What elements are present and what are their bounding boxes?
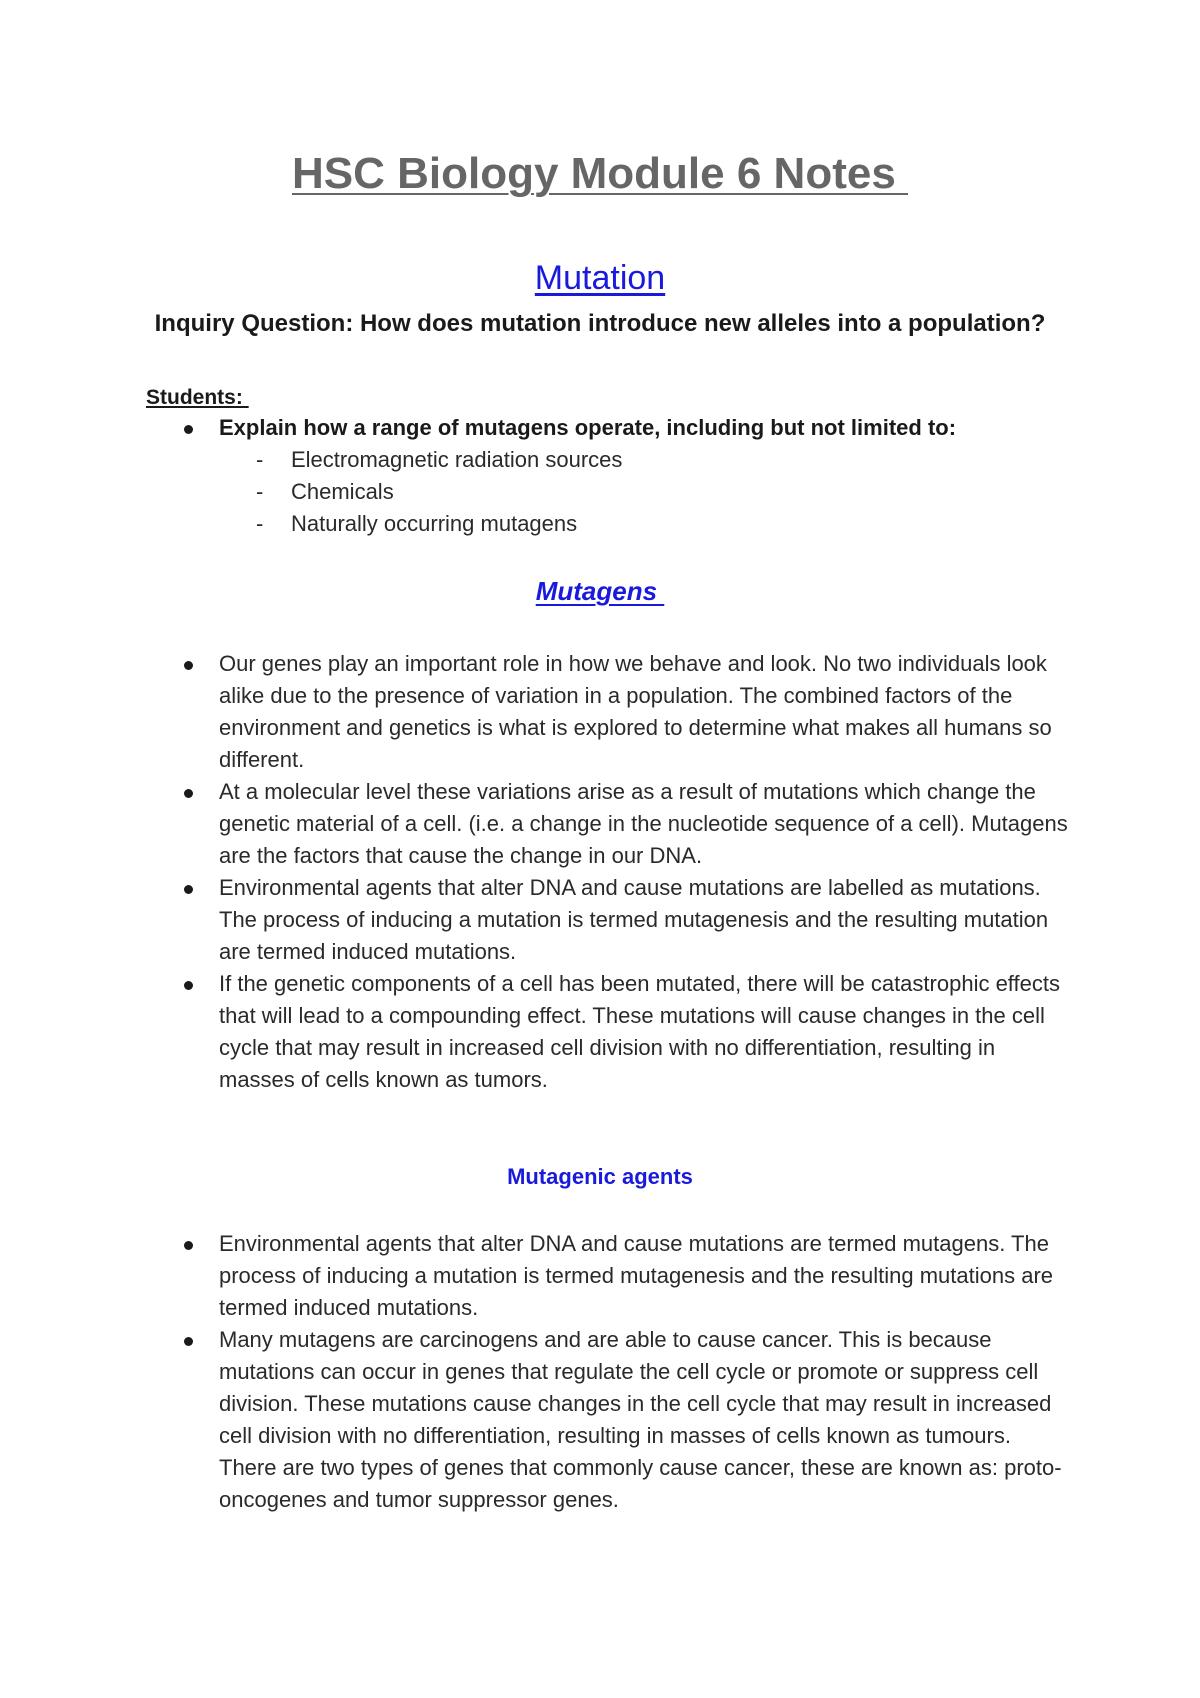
list-item: [0, 1324, 1200, 1516]
bullet-icon: [184, 981, 193, 990]
students-label: Students:: [146, 386, 249, 409]
mutagens-list: [0, 648, 1200, 1096]
section-heading-mutation: Mutation: [534, 259, 666, 297]
bullet-icon: [184, 789, 193, 798]
list-item: [0, 1228, 1200, 1324]
outcome-subitems: [0, 444, 1200, 540]
mutagenic-agents-list: [0, 1228, 1200, 1516]
paragraph-text: Environmental agents that alter DNA and cause mutations are termed mutagens. The process of inducing a mutation is termed mutagenesis and the resulting mutations are termed induced mutations.: [219, 1231, 1054, 1320]
list-item: [0, 776, 1200, 872]
paragraph-text: Many mutagens are carcinogens and are able to cause cancer. This is because mutations can occur in genes that regulate the cell cycle or promote or suppress cell division. These mutations cause changes in the cell cycle that may result in increased cell division with no differentiation, resulting in masses of cells known as tumours. There are two types of genes that commonly cause cancer, these are known as: proto-oncogenes and tumor suppressor genes.: [219, 1327, 1062, 1512]
paragraph-text: At a molecular level these variations arise as a result of mutations which change the genetic material of a cell. (i.e. a change in the nucleotide sequence of a cell). Mutagens are the factors that cause the change in our DNA.: [219, 779, 1068, 868]
subitem-text: Chemicals: [291, 479, 394, 504]
subheading-mutagens: Mutagens: [535, 576, 665, 606]
subitem-text: Electromagnetic radiation sources: [291, 447, 623, 472]
page-title: HSC Biology Module 6 Notes: [291, 149, 909, 198]
bullet-icon: [184, 885, 193, 894]
inquiry-question: Inquiry Question: How does mutation introduce new alleles into a population?: [154, 310, 1046, 337]
subitem-text: Naturally occurring mutagens: [291, 511, 578, 536]
list-item: [0, 968, 1200, 1096]
paragraph-text: Our genes play an important role in how we behave and look. No two individuals look alike due to the presence of variation in a population. The combined factors of the environment and genetics is what is explored to determine what makes all humans so different.: [219, 651, 1052, 772]
list-item: [0, 872, 1200, 968]
subheading-mutagenic-agents: Mutagenic agents: [507, 1164, 693, 1189]
paragraph-text: If the genetic components of a cell has been mutated, there will be catastrophic effects that will lead to a compounding effect. These mutations will cause changes in the cell cycle that may result in increased cell division with no differentiation, resulting in masses of cells known as tumors.: [219, 971, 1060, 1092]
list-item: [0, 648, 1200, 776]
dash-icon: -: [256, 447, 264, 472]
bullet-icon: [184, 1241, 193, 1250]
dash-icon: -: [256, 479, 264, 504]
paragraph-text: Environmental agents that alter DNA and cause mutations are labelled as mutations. The process of inducing a mutation is termed mutagenesis and the resulting mutation are termed induced mutations.: [219, 875, 1049, 964]
list-item: [0, 476, 1200, 508]
outcome-list: [0, 412, 1200, 444]
outcome-text: Explain how a range of mutagens operate, including but not limited to:: [219, 415, 957, 440]
bullet-icon: [184, 425, 193, 434]
dash-icon: -: [256, 511, 264, 536]
list-item: [0, 508, 1200, 540]
bullet-icon: [184, 1337, 193, 1346]
list-item: [0, 444, 1200, 476]
bullet-icon: [184, 661, 193, 670]
list-item: [0, 412, 1200, 444]
